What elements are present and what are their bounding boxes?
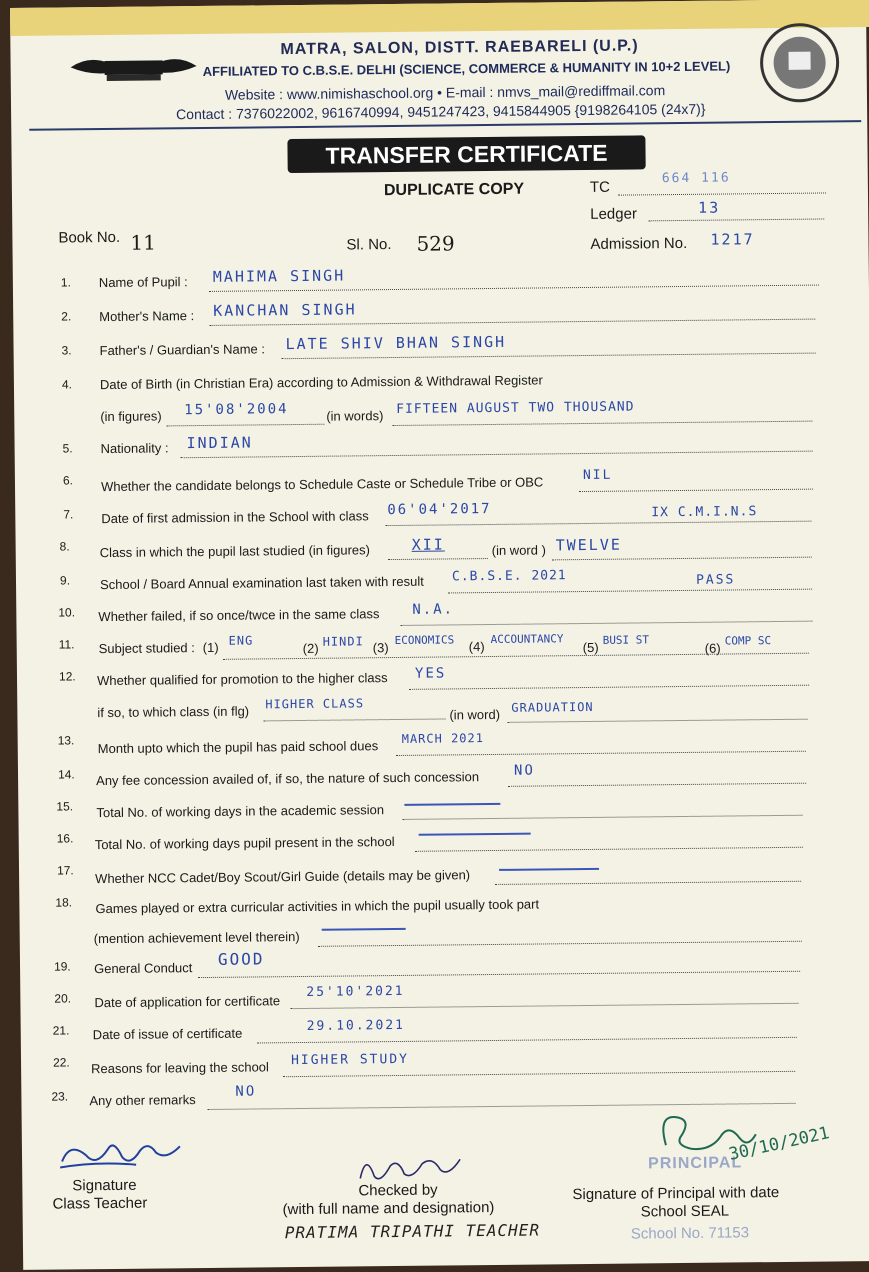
- subject-1-marker: (1): [202, 639, 219, 656]
- activities-dots: [318, 940, 802, 947]
- field-number: 10.: [58, 605, 76, 620]
- subject-6-value: COMP SC: [724, 634, 772, 648]
- sl-no-value: 529: [416, 231, 455, 256]
- father-name-label: Father's / Guardian's Name :: [99, 341, 266, 359]
- school-emblem-right: [758, 21, 841, 104]
- first-admission-value: 06'04'2017: [387, 500, 492, 519]
- promotion-words-label: (in word): [449, 706, 501, 723]
- certificate-page: [10, 0, 869, 1270]
- pupil-name-value: MAHIMA SINGH: [212, 266, 346, 286]
- issue-date-label: Date of issue of certificate: [92, 1025, 243, 1043]
- class-teacher-signature: [56, 1130, 196, 1175]
- promotion-label: Whether qualified for promotion to the higher class: [96, 670, 388, 689]
- concession-label: Any fee concession availed of, if so, the nature of such concession: [96, 769, 480, 789]
- caste-label: Whether the candidate belongs to Schedule Caste or Schedule Tribe or OBC: [100, 474, 544, 495]
- header-banner: [10, 0, 869, 36]
- header-address: MATRA, SALON, DISTT. RAEBARELI (U.P.): [280, 37, 639, 59]
- last-class-words-label: (in word ): [491, 542, 546, 558]
- header-affiliation: AFFILIATED TO C.B.S.E. DELHI (SCIENCE, COMMERCE & HUMANITY IN 10+2 LEVEL): [202, 58, 731, 79]
- subject-5-marker: (5): [582, 639, 599, 656]
- book-no-value: 11: [130, 230, 157, 255]
- subject-3-marker: (3): [372, 640, 389, 656]
- checked-by-designation: (with full name and designation): [282, 1198, 495, 1219]
- dues-label: Month upto which the pupil has paid school dues: [97, 738, 379, 757]
- checker-name: PRATIMA TRIPATHI TEACHER: [284, 1220, 541, 1243]
- remarks-value: NO: [235, 1083, 257, 1100]
- leaving-reason-label: Reasons for leaving the school: [91, 1059, 269, 1077]
- field-number: 18.: [55, 895, 73, 910]
- checked-by-label: Checked by: [358, 1181, 438, 1200]
- class-teacher-label: Class Teacher: [52, 1194, 148, 1213]
- promotion-words-value: GRADUATION: [511, 699, 594, 715]
- field-number: 14.: [57, 767, 75, 782]
- promotion-class-label: if so, to which class (in flg): [97, 703, 250, 721]
- field-number: 8.: [59, 539, 70, 554]
- field-number: 21.: [52, 1023, 70, 1038]
- field-number: 9.: [59, 573, 71, 588]
- ncc-label: Whether NCC Cadet/Boy Scout/Girl Guide (details may be given): [95, 867, 471, 887]
- dob-figures-dots: [166, 423, 324, 427]
- principal-sign-label: Signature of Principal with date: [572, 1184, 780, 1204]
- promotion-dots: [409, 684, 809, 690]
- subject-5-value: BUSI ST: [602, 633, 650, 647]
- activities-label-2: (mention achievement level therein): [93, 929, 300, 947]
- working-days-dots: [403, 814, 803, 820]
- application-date-label: Date of application for certificate: [94, 993, 281, 1011]
- concession-value: NO: [513, 762, 535, 779]
- tc-label: TC: [589, 178, 610, 196]
- school-logo-left: [68, 46, 198, 89]
- field-number: 1.: [60, 275, 71, 290]
- ledger-label: Ledger: [590, 205, 637, 223]
- pupil-name-label: Name of Pupil :: [98, 274, 188, 291]
- activities-label: Games played or extra curricular activities in which the pupil usually took part: [95, 896, 540, 917]
- failed-label: Whether failed, if so once/twce in the same class: [98, 606, 380, 625]
- field-number: 5.: [62, 441, 73, 456]
- present-days-dash: [419, 833, 531, 836]
- activities-dash: [322, 928, 406, 931]
- exam-result-value: PASS: [695, 572, 736, 588]
- mother-name-label: Mother's Name :: [99, 308, 195, 325]
- caste-value: NIL: [582, 467, 613, 484]
- subject-6-marker: (6): [704, 640, 721, 656]
- ledger-dots: [648, 217, 824, 221]
- field-number: 17.: [56, 863, 74, 878]
- field-number: 7.: [63, 507, 74, 522]
- header-divider: [29, 120, 861, 131]
- dob-words-dots: [392, 420, 812, 426]
- book-no-label: Book No.: [58, 228, 121, 247]
- dob-figures-value: 15'08'2004: [184, 401, 289, 419]
- field-number: 2.: [61, 309, 72, 324]
- principal-sign-date: 30/10/2021: [726, 1123, 832, 1165]
- last-class-label: Class in which the pupil last studied (in figures): [99, 542, 371, 561]
- school-no-stamp: School No. 71153: [630, 1224, 750, 1243]
- subjects-label: Subject studied :: [98, 640, 195, 657]
- field-number: 16.: [56, 831, 74, 846]
- tc-value: 664 116: [661, 170, 731, 187]
- field-number: 23.: [51, 1089, 69, 1104]
- last-class-dots: [388, 557, 488, 560]
- ncc-dash: [499, 868, 599, 871]
- promotion-class-dots: [263, 717, 445, 721]
- failed-dots: [400, 620, 812, 626]
- duplicate-copy-label: DUPLICATE COPY: [383, 180, 525, 200]
- checker-signature: [356, 1147, 466, 1186]
- father-name-value: LATE SHIV BHAN SINGH: [285, 332, 507, 354]
- subject-3-value: ECONOMICS: [394, 633, 455, 648]
- leaving-reason-value: HIGHER STUDY: [290, 1051, 410, 1069]
- principal-stamp-word: PRINCIPAL: [648, 1154, 743, 1173]
- dues-value: MARCH 2021: [401, 731, 484, 746]
- sl-no-label: Sl. No.: [346, 236, 392, 254]
- promotion-class-value: HIGHER CLASS: [265, 696, 365, 712]
- field-number: 13.: [57, 733, 75, 748]
- issue-date-value: 29.10.2021: [306, 1017, 406, 1034]
- caste-dots: [579, 488, 813, 492]
- first-admission-class: IX C.M.I.N.S: [651, 504, 758, 521]
- first-admission-label: Date of first admission in the School with class: [101, 508, 369, 527]
- field-number: 3.: [61, 343, 72, 358]
- dob-figures-label: (in figures): [100, 408, 162, 425]
- subject-4-marker: (4): [468, 639, 485, 655]
- issue-date-dots: [257, 1036, 797, 1044]
- field-number: 20.: [54, 991, 72, 1006]
- failed-value: N.A.: [412, 601, 455, 618]
- exam-board-value: C.B.S.E. 2021: [451, 568, 567, 585]
- subject-2-value: HINDI: [322, 634, 364, 649]
- tc-dots: [618, 191, 826, 195]
- dues-dots: [396, 750, 806, 756]
- present-days-dots: [415, 846, 803, 852]
- conduct-value: GOOD: [217, 949, 265, 969]
- nationality-dots: [181, 450, 813, 459]
- leaving-reason-dots: [283, 1070, 795, 1077]
- field-number: 15.: [56, 799, 74, 814]
- promotion-words-dots: [507, 718, 807, 723]
- mother-name-value: KANCHAN SINGH: [213, 300, 357, 320]
- promotion-value: YES: [414, 665, 447, 682]
- subject-2-marker: (2): [302, 640, 319, 656]
- field-number: 22.: [52, 1055, 70, 1070]
- working-days-label: Total No. of working days in the academic session: [96, 802, 385, 821]
- nationality-label: Nationality :: [100, 440, 169, 457]
- exam-dots: [448, 588, 812, 594]
- ncc-dots: [495, 880, 801, 885]
- application-date-dots: [290, 1002, 798, 1009]
- certificate-title: TRANSFER CERTIFICATE: [287, 135, 645, 173]
- dob-words-label: (in words): [326, 408, 384, 424]
- field-number: 11.: [58, 637, 75, 652]
- subject-1-value: ENG: [228, 633, 254, 648]
- field-number: 4.: [61, 377, 73, 392]
- conduct-dots: [198, 970, 800, 978]
- ledger-value: 13: [698, 198, 721, 217]
- dob-words-value: FIFTEEN AUGUST TWO THOUSAND: [396, 399, 635, 417]
- working-days-dash: [404, 803, 500, 806]
- field-number: 19.: [53, 959, 71, 974]
- field-number: 12.: [58, 669, 76, 684]
- conduct-label: General Conduct: [93, 960, 193, 977]
- admission-no-label: Admission No.: [590, 234, 688, 253]
- present-days-label: Total No. of working days pupil present in the school: [94, 834, 395, 853]
- application-date-value: 25'10'2021: [306, 983, 405, 1000]
- last-class-words-dots: [552, 556, 812, 561]
- class-teacher-sign-label: Signature: [72, 1176, 137, 1195]
- school-seal-label: School SEAL: [640, 1202, 730, 1221]
- father-name-dots: [282, 352, 816, 360]
- dob-label: Date of Birth (in Christian Era) according to Admission & Withdrawal Register: [99, 372, 543, 393]
- header-website: Website : www.nimishaschool.org • E-mail : nmvs_mail@rediffmail.com: [224, 82, 666, 103]
- admission-no-value: 1217: [710, 230, 755, 249]
- exam-label: School / Board Annual examination last taken with result: [99, 573, 424, 593]
- nationality-value: INDIAN: [186, 433, 253, 453]
- header-contact: Contact : 7376022002, 9616740994, 9451247423, 9415844905 {9198264105 (24x7)}: [176, 100, 706, 123]
- last-class-words: TWELVE: [555, 535, 622, 555]
- concession-dots: [508, 782, 806, 787]
- last-class-figures: XII: [411, 535, 445, 554]
- subject-4-value: ACCOUNTANCY: [490, 632, 564, 647]
- first-admission-dots: [385, 520, 811, 526]
- remarks-label: Any other remarks: [89, 1092, 196, 1109]
- field-number: 6.: [62, 473, 74, 488]
